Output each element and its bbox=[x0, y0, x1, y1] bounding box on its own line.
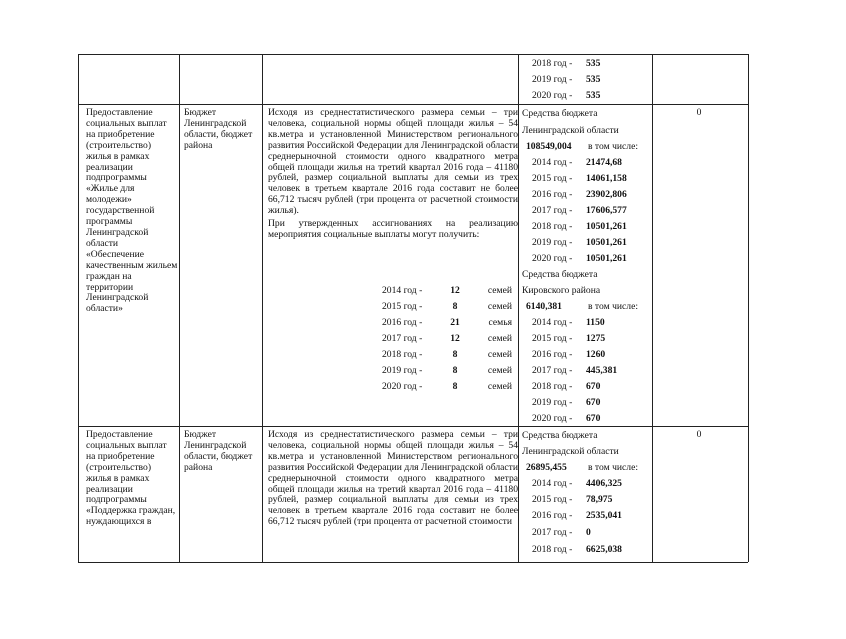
block2-source: Бюджет Ленинградской области, бюджет района bbox=[184, 429, 253, 473]
col-border-5 bbox=[748, 54, 749, 562]
block2-description: Исходя из среднестатистического размера семьи – три человека, социальной нормы общей площади жилья – 54 кв.метра и установленной Министерством регионального развития Российской Федерации для Ленинградской области среднерыночной стоимости одного квадратного метра общей площади жилья на третий квартал 2016 года – 41180 рублей, размер социальной выплаты для семьи из трех человек в третьем квартале 2016 года составит не более 66,712 тысяч рублей (три процента от расчетной стоимости bbox=[268, 430, 518, 528]
block1-description: Исходя из среднестатистического размера семьи – три человека, социальной нормы общей площади жилья – 54 кв.метра и установленной Министерством регионального развития Российской Федерации для Ленинградской области среднерыночной стоимости одного квадратного метра общей площади жилья на третий квартал 2016 года – 41180 рублей, размер социальной выплаты для семьи из трех человек в третьем квартале 2016 года составит не более 66,712 тысяч рублей (три процента от расчетной стоимости жилья). При утвержденных ассигнованиях на реализацию мероприятия социальные выплаты могут получить: bbox=[268, 107, 518, 240]
fund-title: Ленинградской области bbox=[522, 446, 619, 457]
col-border-3 bbox=[518, 54, 519, 562]
fund-title: Средства бюджета bbox=[522, 430, 598, 441]
fund-title: Средства бюджета bbox=[522, 108, 598, 119]
col-border-4 bbox=[652, 54, 653, 562]
block2-result: 0 bbox=[696, 429, 702, 440]
col-border-1 bbox=[179, 54, 180, 562]
block1-measure: Предоставление социальных выплат на приобретение (строительство) жилья в рамках реализации подпрограммы «Жилье для молодежи» государственной программы Ленинградской области «Обеспечение качественным жильем граждан на территории Ленинградской области» bbox=[86, 107, 178, 315]
document-page: 2018 год - 535 2019 год - 535 2020 год - 535 Предоставление социальных выплат на приобретение (строительство) жилья в рамках реализации подпрограммы «Жилье для молодежи» государственной программы Ленинградской области «Обеспечение качественным жильем граждан на территории Ленинградской области» Бюджет Ленинградской области, бюджет района Исходя из среднестатистического размера семьи – три человека, социальной нормы общей площади жилья – 54 кв.метра и установленной Министерством регионального развития Российской Федерации для Ленинградской области среднерыночной стоимости одного квадратного метра общей площади жилья на третий квартал 2016 года – 41180 рублей, размер социальной выплаты для семьи из трех человек в третьем квартале 2016 года составит не более 66,712 тысяч рублей (три процента от расчетной стоимости жилья). При утвержденных ассигнованиях на реализацию мероприятия социальные выплаты могут получить: 2014 год - 12 семей 2015 год - 8 семей 2016 год - 21 семья 2017 год - 12 семей 2018 год - 8 семей 2019 год - 8 семей 2020 год - 8 семей Средства бюджета Ленинградской области 108549,004 в том числе: 2014 год - 21474,68 2015 год - 14061,158 2016 год - 23902,806 2017 год - 17606,577 2018 год - 10501,261 2019 год - 10501,261 2020 год - 10501,261 Средства бюджета Кировского района 6140,381 в том числе: 2014 год - 1150 2015 год - 1275 2016 год - 1260 2017 год - 445,381 2018 год - 670 2019 год - 670 2020 год - 670 0 Предоставление социальных выплат на приобретение (строительство) жилья в рамках реализации подпрограммы «Поддержка граждан, нуждающихся в Бюджет Ленинградской области, бюджет района Исходя из среднестатистического размера семьи – три человека, социальной нормы общей площади жилья – 54 кв.метра и установленной Министерством регионального развития Российской Федерации для Ленинградской области среднерыночной стоимости одного квадратного метра общей площади жилья на третий квартал 2016 года – 41180 рублей, размер социальной выплаты для семьи из трех человек в третьем квартале 2016 года составит не более 66,712 тысяч рублей (три процента от расчетной стоимости Средства бюджета Ленинградской области 26895,455 в том числе: 2014 год - 4406,325 2015 год - 78,975 2016 год - 2535,041 2017 год - 0 2018 год - 6625,038 0 bbox=[0, 0, 846, 639]
col-border-0 bbox=[78, 54, 79, 562]
table-bottom-border bbox=[78, 562, 748, 563]
fund-title: Ленинградской области bbox=[522, 125, 619, 136]
block1-source: Бюджет Ленинградской области, бюджет района bbox=[184, 107, 253, 151]
fund-title: Средства бюджета bbox=[522, 269, 598, 280]
block2-measure: Предоставление социальных выплат на приобретение (строительство) жилья в рамках реализации подпрограммы «Поддержка граждан, нуждающихся в bbox=[86, 429, 176, 528]
block1-result: 0 bbox=[696, 107, 702, 118]
fund-title: Кировского района bbox=[522, 285, 601, 296]
